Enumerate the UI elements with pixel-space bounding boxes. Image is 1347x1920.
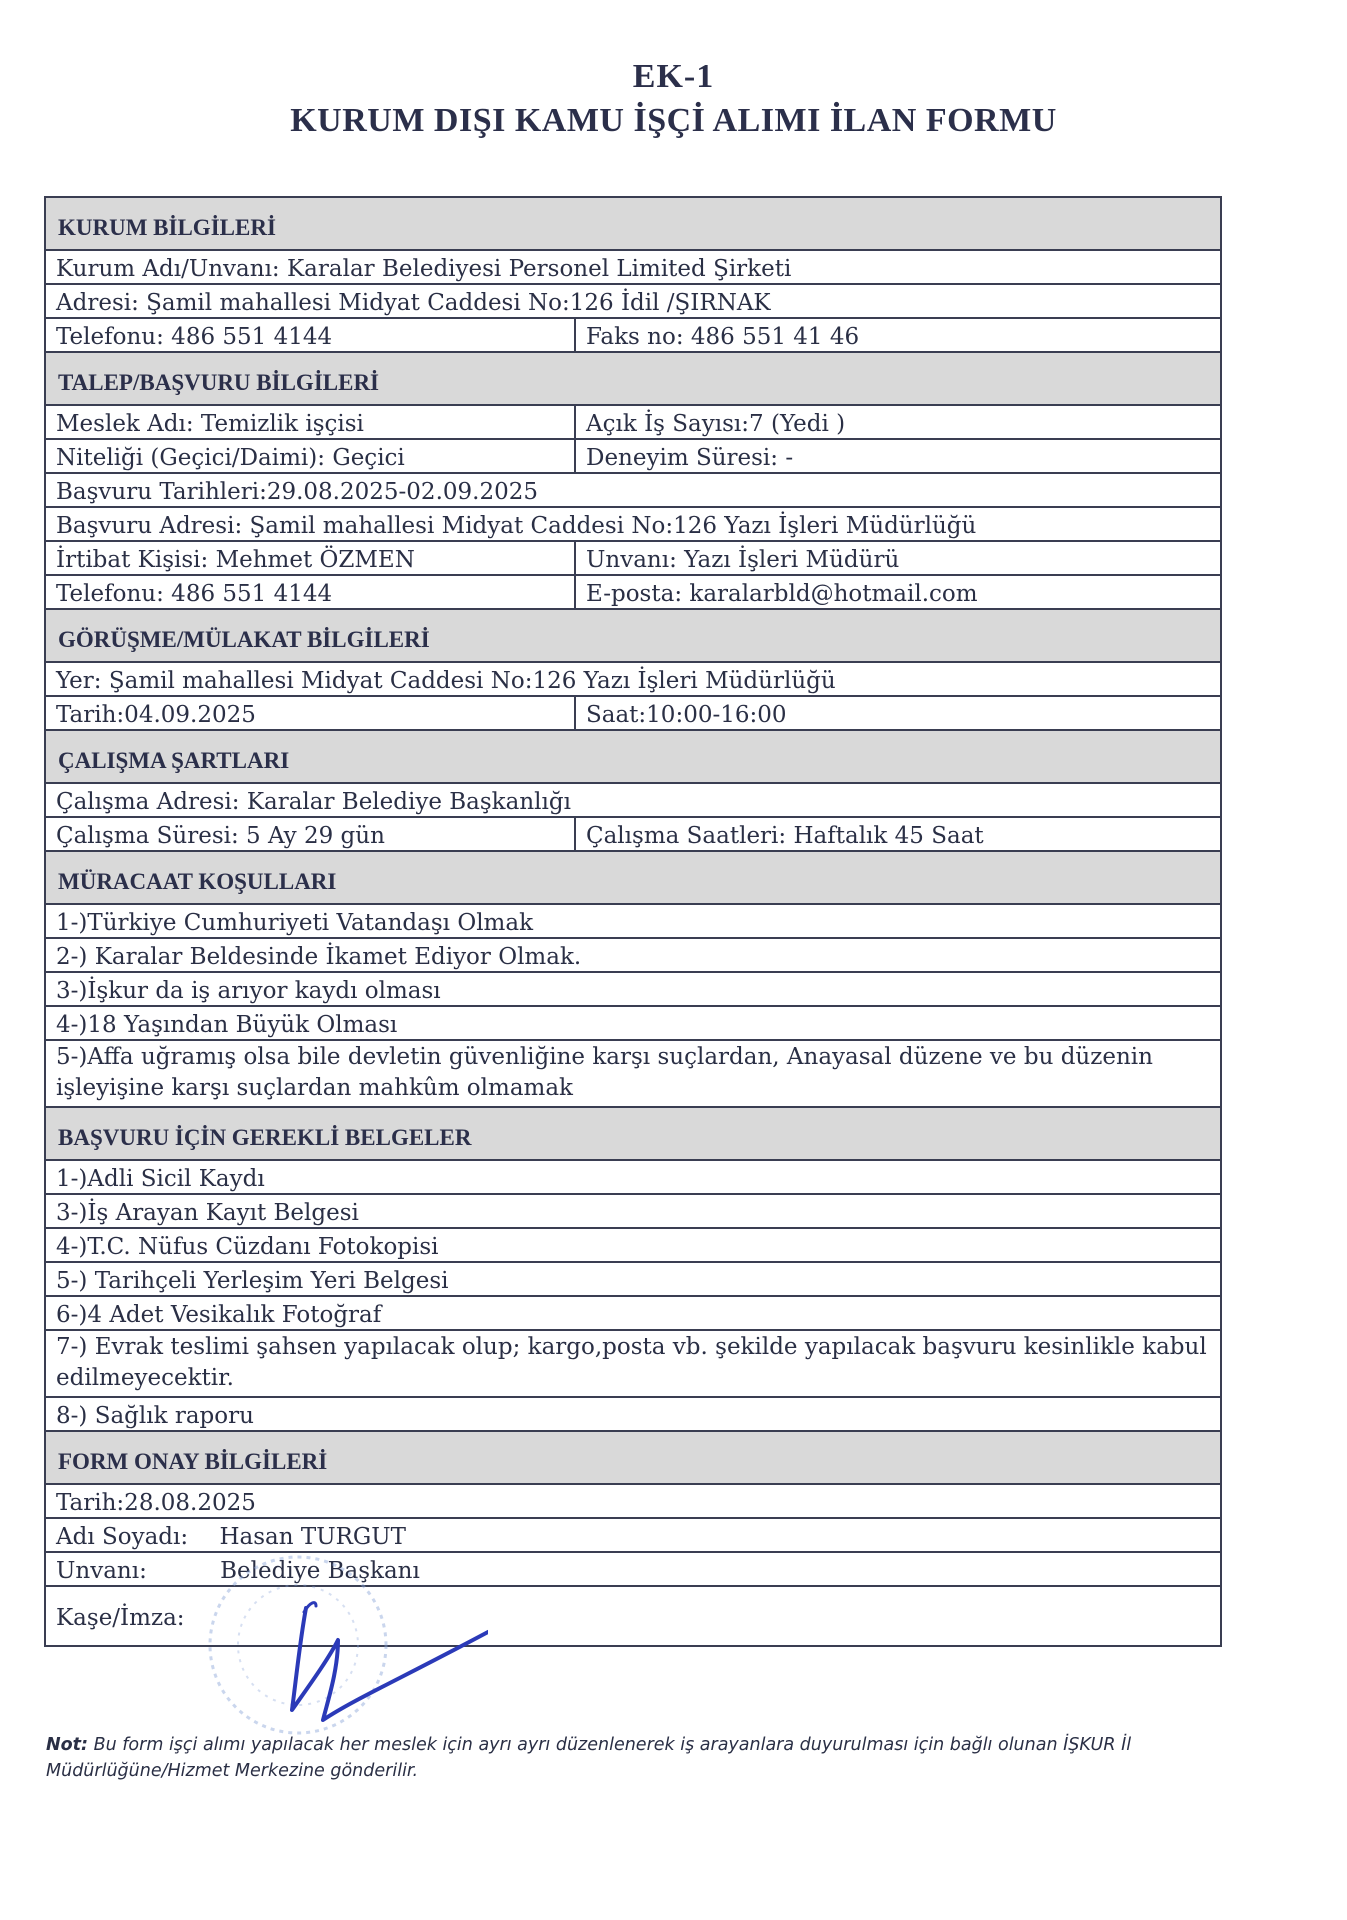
row-gorusme-zaman [46, 697, 1220, 731]
row-basvuru-adresi [46, 508, 1220, 542]
list-item [46, 1263, 1220, 1297]
list-item [46, 1398, 1220, 1432]
kurum-faks: Faks no: 486 551 41 46 [586, 324, 860, 350]
deneyim-suresi: Deneyim Süresi: - [586, 445, 794, 471]
stamp-ring-icon [210, 1557, 386, 1733]
row-nitelik [46, 440, 1220, 474]
muracaat-item-5: 5-)Affa uğramış olsa bile devletin güvenliğine karşı suçlardan, Anayasal düzene ve bu düzenin işleyişine karşı suçlardan mahkûm olmamak [56, 1044, 1153, 1101]
announcement-form-table [44, 196, 1222, 1647]
section-muracaat-title: MÜRACAAT KOŞULLARI [46, 852, 1220, 905]
kurum-telefon: Telefonu: 486 551 4144 [46, 319, 576, 351]
row-kurum-adres [46, 285, 1220, 319]
unvan-label: Unvanı: [56, 1558, 147, 1584]
belge-item-4: 4-)T.C. Nüfus Cüzdanı Fotokopisi [56, 1234, 439, 1260]
row-basvuru-tarihleri [46, 474, 1220, 508]
section-talep-title: TALEP/BAŞVURU BİLGİLERİ [46, 353, 1220, 406]
calisma-adresi: Çalışma Adresi: Karalar Belediye Başkanlığı [56, 789, 571, 815]
muracaat-item-2: 2-) Karalar Beldesinde İkamet Ediyor Olmak. [56, 944, 582, 970]
talep-telefon: Telefonu: 486 551 4144 [46, 576, 576, 608]
section-onay-title: FORM ONAY BİLGİLERİ [46, 1432, 1220, 1485]
list-item [46, 939, 1220, 973]
signature-stamp-graphic [188, 1540, 488, 1760]
note-text: Bu form işçi alımı yapılacak her meslek için ayrı ayrı düzenlenerek iş arayanlara duyurulması için bağlı olunan İŞKUR İl Müdürlüğüne/Hizmet Merkezine gönderilir. [46, 1735, 1132, 1781]
list-item [46, 1007, 1220, 1041]
muracaat-item-4: 4-)18 Yaşından Büyük Olması [56, 1012, 398, 1038]
belge-item-8: 8-) Sağlık raporu [56, 1403, 254, 1429]
row-kurum-adi [46, 251, 1220, 285]
list-item [46, 973, 1220, 1007]
belge-item-5: 5-) Tarihçeli Yerleşim Yeri Belgesi [56, 1268, 449, 1294]
footer-note [46, 1732, 1286, 1784]
row-meslek [46, 406, 1220, 440]
belge-item-6: 6-)4 Adet Vesikalık Fotoğraf [56, 1302, 382, 1328]
form-annex-label: EK-1 [632, 58, 715, 95]
nitelik: Niteliği (Geçici/Daimi): Geçici [46, 440, 576, 472]
list-item [46, 1161, 1220, 1195]
irtibat-unvan: Unvanı: Yazı İşleri Müdürü [586, 547, 900, 573]
stamp-inner-ring-icon [238, 1585, 358, 1705]
calisma-suresi: Çalışma Süresi: 5 Ay 29 gün [46, 818, 576, 850]
adi-soyadi-value: Hasan TURGUT [219, 1524, 407, 1550]
muracaat-item-1: 1-)Türkiye Cumhuriyeti Vatandaşı Olmak [56, 910, 534, 936]
row-onay-tarih [46, 1485, 1220, 1519]
kurum-adi: Kurum Adı/Unvanı: Karalar Belediyesi Personel Limited Şirketi [56, 256, 792, 282]
kase-imza-label: Kaşe/İmza: [56, 1605, 185, 1631]
belge-item-3: 3-)İş Arayan Kayıt Belgesi [56, 1200, 359, 1226]
row-calisma-adres [46, 784, 1220, 818]
row-irtibat [46, 542, 1220, 576]
section-gorusme-title: GÖRÜŞME/MÜLAKAT BİLGİLERİ [46, 610, 1220, 663]
gorusme-tarih: Tarih:04.09.2025 [46, 697, 576, 729]
list-item [46, 1041, 1220, 1108]
signature-icon [292, 1608, 488, 1720]
row-talep-iletisim [46, 576, 1220, 610]
row-calisma-sure [46, 818, 1220, 852]
form-title: KURUM DIŞI KAMU İŞÇİ ALIMI İLAN FORMU [290, 102, 1057, 139]
row-gorusme-yer [46, 663, 1220, 697]
belge-item-1: 1-)Adli Sicil Kaydı [56, 1166, 265, 1192]
meslek-adi: Meslek Adı: Temizlik işçisi [46, 406, 576, 438]
list-item [46, 1229, 1220, 1263]
onay-tarih: Tarih:28.08.2025 [56, 1490, 256, 1516]
irtibat-kisisi: İrtibat Kişisi: Mehmet ÖZMEN [46, 542, 576, 574]
muracaat-item-3: 3-)İşkur da iş arıyor kaydı olması [56, 978, 441, 1004]
belge-item-7: 7-) Evrak teslimi şahsen yapılacak olup; kargo,posta vb. şekilde yapılacak başvuru kesinlikle kabul edilmeyecektir. [56, 1334, 1207, 1391]
note-label: Not: [46, 1735, 89, 1755]
row-kurum-iletisim [46, 319, 1220, 353]
list-item [46, 1195, 1220, 1229]
section-belgeler-title: BAŞVURU İÇİN GEREKLİ BELGELER [46, 1108, 1220, 1161]
section-kurum-title: KURUM BİLGİLERİ [46, 198, 1220, 251]
list-item [46, 1297, 1220, 1331]
talep-eposta: E-posta: karalarbld@hotmail.com [586, 581, 978, 607]
adi-soyadi-label: Adı Soyadı: [56, 1524, 189, 1550]
gorusme-saat: Saat:10:00-16:00 [586, 702, 787, 728]
basvuru-tarihleri: Başvuru Tarihleri:29.08.2025-02.09.2025 [56, 479, 538, 505]
calisma-saatleri: Çalışma Saatleri: Haftalık 45 Saat [586, 823, 984, 849]
list-item [46, 905, 1220, 939]
kurum-adres: Adresi: Şamil mahallesi Midyat Caddesi No:126 İdil /ŞIRNAK [56, 290, 771, 316]
acik-is-sayisi: Açık İş Sayısı:7 (Yedi ) [586, 411, 846, 437]
section-calisma-title: ÇALIŞMA ŞARTLARI [46, 731, 1220, 784]
unvan-value: Belediye Başkanı [220, 1558, 420, 1584]
signature-flourish-icon [304, 1603, 316, 1612]
gorusme-yer: Yer: Şamil mahallesi Midyat Caddesi No:126 Yazı İşleri Müdürlüğü [56, 668, 836, 694]
basvuru-adresi: Başvuru Adresi: Şamil mahallesi Midyat Caddesi No:126 Yazı İşleri Müdürlüğü [56, 513, 977, 539]
list-item [46, 1331, 1220, 1398]
